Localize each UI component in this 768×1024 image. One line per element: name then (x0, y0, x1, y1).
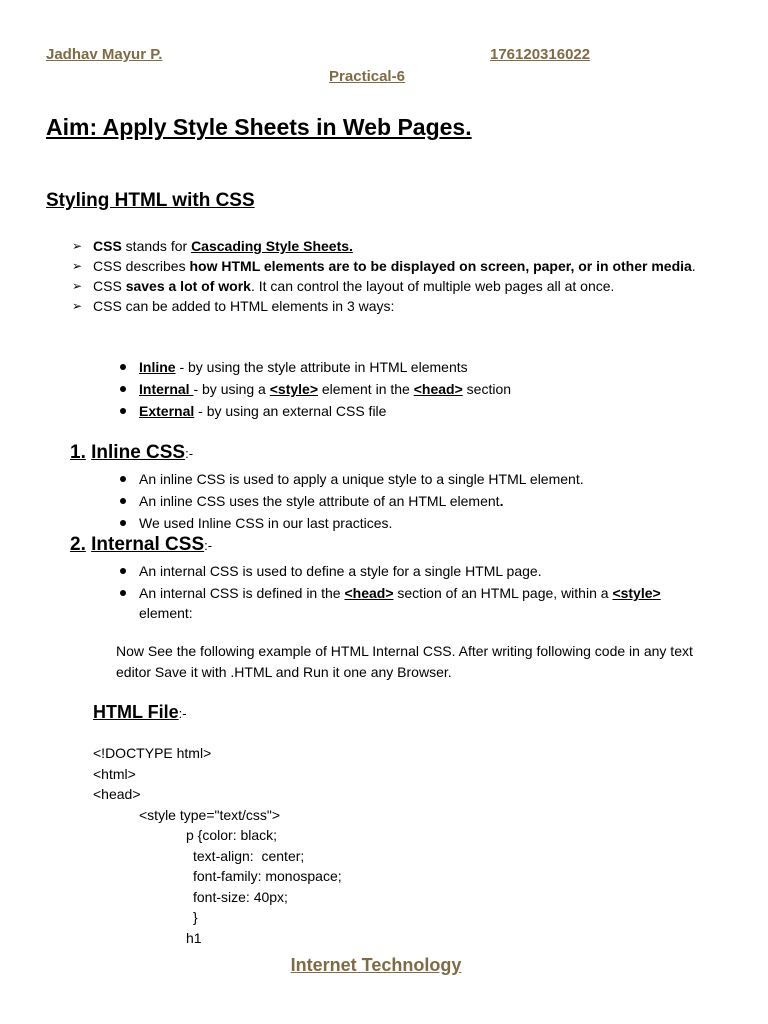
footer-title: Internet Technology (290, 955, 462, 975)
inline-css-suffix: :- (185, 446, 194, 461)
code-line: <html> (93, 765, 136, 782)
code-line: text-align: center; (193, 847, 305, 864)
bullet-point (114, 357, 511, 377)
arrow-point-list (72, 236, 732, 316)
example-paragraph: Now See the following example of HTML Internal CSS. After writing following code in any text editor Save it with .HTML and Run it one any Browser. (116, 643, 693, 680)
text-run: CSS can be added to HTML elements in 3 ways: (93, 298, 395, 314)
author-name: Jadhav Mayur P. (46, 46, 163, 63)
bullet-point (114, 491, 734, 511)
text-run: An inline CSS uses the style attribute of an HTML element (139, 493, 500, 509)
bullet-point (114, 401, 511, 421)
text-run: - by using a (193, 381, 270, 397)
text-run: . (691, 258, 696, 274)
html-file-suffix: :- (178, 706, 187, 721)
text-run: Cascading Style Sheets. (191, 238, 353, 254)
enrollment-number: 176120316022 (490, 46, 591, 63)
code-line: } (193, 909, 198, 925)
code-line: font-family: monospace; (193, 868, 342, 884)
text-run: . It can control the layout of multiple web pages all at once. (250, 278, 615, 294)
text-run: section (462, 381, 512, 397)
text-run: Inline (139, 359, 176, 375)
text-run: . (499, 493, 504, 509)
internal-css-title: Internal CSS (91, 534, 205, 555)
bullet-point (114, 469, 734, 489)
bullet-dot-icon (120, 364, 126, 370)
arrow-point (72, 236, 732, 256)
bullet-dot-icon (120, 568, 126, 574)
bullet-dot-icon (120, 590, 126, 596)
arrow-bullet-icon: ➢ (72, 239, 83, 253)
html-file-title: HTML File (93, 702, 179, 722)
arrow-bullet-icon: ➢ (72, 279, 83, 293)
text-run: <head> (344, 585, 394, 601)
html-file-heading (93, 702, 187, 723)
aim-heading: Aim: Apply Style Sheets in Web Pages. (46, 114, 472, 140)
code-line: font-size: 40px; (193, 888, 288, 905)
code-line: <head> (93, 786, 141, 802)
text-run: CSS (93, 238, 122, 254)
styling-subheading: Styling HTML with CSS (46, 190, 255, 211)
text-run: element in the (318, 381, 414, 397)
text-run: how HTML elements are to be displayed on screen, paper, or in other media (189, 258, 692, 274)
arrow-point (72, 256, 732, 276)
practical-title: Practical-6 (329, 68, 405, 85)
bullet-point (114, 561, 674, 581)
internal-css-suffix: :- (204, 538, 213, 553)
text-run: stands for (121, 238, 192, 254)
text-run: An internal CSS is used to define a style for a single HTML page. (139, 563, 542, 579)
text-run: - by using an external CSS file (194, 403, 387, 419)
bullet-dot-icon (120, 386, 126, 392)
bullet-dot-icon (120, 408, 126, 414)
text-run: - by using the style attribute in HTML elements (175, 359, 468, 375)
bullet-dot-icon (120, 498, 126, 504)
arrow-bullet-icon: ➢ (72, 259, 83, 273)
arrow-bullet-icon: ➢ (72, 299, 83, 313)
text-run: We used Inline CSS in our last practices. (139, 515, 393, 531)
internal-css-heading (70, 534, 212, 556)
text-run: section of an HTML page, within a (393, 585, 613, 601)
text-run: CSS (93, 278, 126, 294)
inline-css-points (114, 469, 734, 535)
arrow-point (72, 296, 732, 316)
bullet-point (114, 513, 734, 533)
text-run: CSS describes (93, 258, 190, 274)
bullet-dot-icon (120, 476, 126, 482)
inline-css-heading (70, 442, 193, 464)
internal-css-number: 2. (70, 534, 86, 555)
bullet-point (114, 583, 674, 623)
code-line: h1 (186, 929, 202, 946)
code-line: <!DOCTYPE html> (93, 745, 212, 761)
text-run: <style> (269, 381, 318, 397)
text-run: saves a lot of work (125, 278, 251, 294)
text-run: <head> (413, 381, 463, 397)
text-run: element: (139, 605, 193, 621)
text-run: Internal (139, 381, 194, 397)
code-line: <style type="text/css"> (139, 806, 281, 823)
text-run: <style> (612, 585, 661, 601)
text-run: External (139, 403, 195, 419)
inline-css-title: Inline CSS (91, 442, 186, 463)
bullet-point (114, 379, 511, 399)
css-ways-list (114, 357, 511, 423)
bullet-dot-icon (120, 520, 126, 526)
inline-css-number: 1. (70, 442, 86, 463)
text-run: An internal CSS is defined in the (139, 585, 345, 601)
text-run: An inline CSS is used to apply a unique style to a single HTML element. (139, 471, 584, 487)
arrow-point (72, 276, 732, 296)
code-line: p {color: black; (186, 827, 278, 843)
internal-css-points (114, 561, 674, 625)
